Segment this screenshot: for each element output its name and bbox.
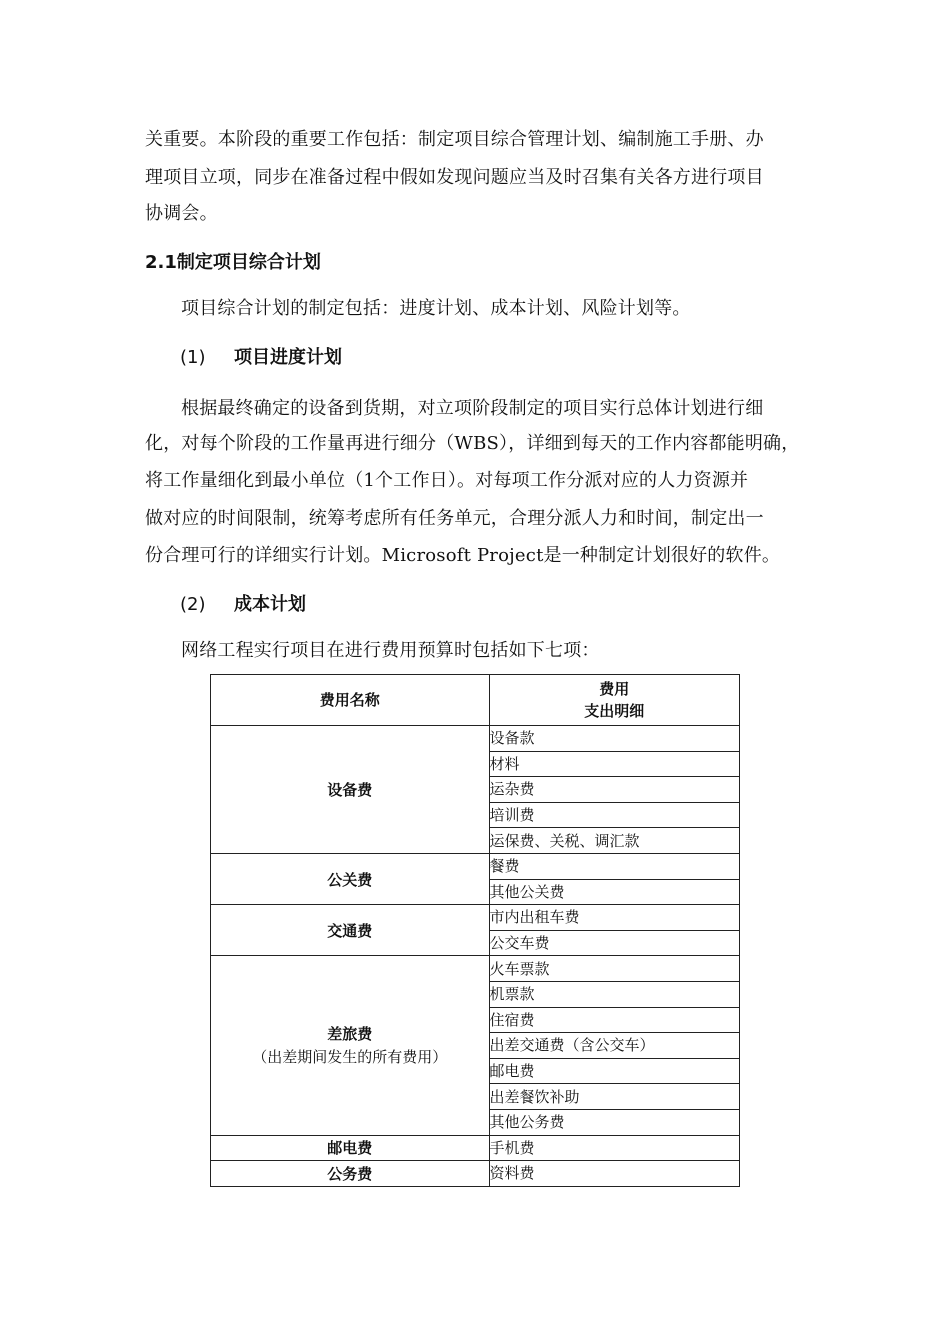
subsection-title: 项目进度计划 (234, 347, 342, 368)
paragraph-line: 关重要。本阶段的重要工作包括：制定项目综合管理计划、编制施工手册、办 (145, 129, 764, 150)
cost-item: 设备款 (489, 726, 740, 752)
cost-item: 公交车费 (489, 930, 740, 956)
subsection-number: (2) (180, 594, 206, 615)
cost-category (211, 956, 490, 1135)
table-row (211, 956, 740, 982)
table-row (211, 1135, 740, 1161)
cost-category-name: 差旅费 (327, 1025, 373, 1044)
cost-item: 其他公关费 (489, 879, 740, 905)
table-row (211, 905, 740, 931)
cost-item: 邮电费 (489, 1058, 740, 1084)
section-intro: 项目综合计划的制定包括：进度计划、成本计划、风险计划等。 (181, 298, 691, 319)
cost-item: 运保费、关税、调汇款 (489, 828, 740, 854)
cost-item: 其他公务费 (489, 1109, 740, 1135)
cost-category-note: （出差期间发生的所有费用） (252, 1048, 448, 1067)
paragraph-line: 将工作量细化到最小单位（1个工作日）。对每项工作分派对应的人力资源并 (145, 470, 749, 491)
cost-item: 培训费 (489, 802, 740, 828)
cost-item: 资料费 (489, 1161, 740, 1187)
cost-item: 市内出租车费 (489, 905, 740, 931)
paragraph-line: 化，对每个阶段的工作量再进行细分（WBS），详细到每天的工作内容都能明确， (145, 433, 800, 454)
paragraph-line: 协调会。 (145, 203, 218, 224)
cost-category (211, 1135, 490, 1161)
paragraph-line: 做对应的时间限制，统筹考虑所有任务单元，合理分派人力和时间，制定出一 (145, 508, 764, 529)
header-detail-line1: 费用 (599, 680, 630, 698)
cost-item: 材料 (489, 751, 740, 777)
cost-category (211, 905, 490, 956)
paragraph-line: 份合理可行的详细实行计划。Microsoft Project是一种制定计划很好的软件。 (145, 545, 781, 566)
cost-category-name: 邮电费 (327, 1139, 373, 1158)
table-row (211, 1161, 740, 1187)
section-heading: 2.1制定项目综合计划 (145, 252, 321, 273)
paragraph-line: 理项目立项，同步在准备过程中假如发现问题应当及时召集有关各方进行项目 (145, 167, 764, 188)
cost-table (210, 674, 740, 1187)
cost-category-name: 公务费 (327, 1164, 373, 1183)
cost-item: 住宿费 (489, 1007, 740, 1033)
cost-item: 餐费 (489, 853, 740, 879)
cost-category-name: 交通费 (327, 921, 373, 940)
subsection-title: 成本计划 (234, 594, 306, 615)
table-intro: 网络工程实行项目在进行费用预算时包括如下七项： (181, 640, 600, 661)
header-cost-name: 费用名称 (211, 675, 490, 726)
cost-item: 手机费 (489, 1135, 740, 1161)
cost-item: 出差餐饮补助 (489, 1084, 740, 1110)
table-row (211, 853, 740, 879)
cost-item: 机票款 (489, 981, 740, 1007)
cost-category-name: 设备费 (327, 780, 373, 799)
paragraph-line: 根据最终确定的设备到货期，对立项阶段制定的项目实行总体计划进行细 (181, 398, 764, 419)
cost-category (211, 726, 490, 854)
cost-item: 出差交通费（含公交车） (489, 1033, 740, 1059)
subsection-number: (1) (180, 347, 206, 368)
cost-table-body (211, 726, 740, 1187)
table-row (211, 726, 740, 752)
cost-category (211, 853, 490, 904)
header-detail-line2: 支出明细 (584, 702, 645, 720)
cost-item: 运杂费 (489, 777, 740, 803)
cost-category (211, 1161, 490, 1187)
cost-category-name: 公关费 (327, 870, 373, 889)
header-cost-detail (489, 675, 740, 726)
cost-item: 火车票款 (489, 956, 740, 982)
table-header-row (211, 675, 740, 726)
